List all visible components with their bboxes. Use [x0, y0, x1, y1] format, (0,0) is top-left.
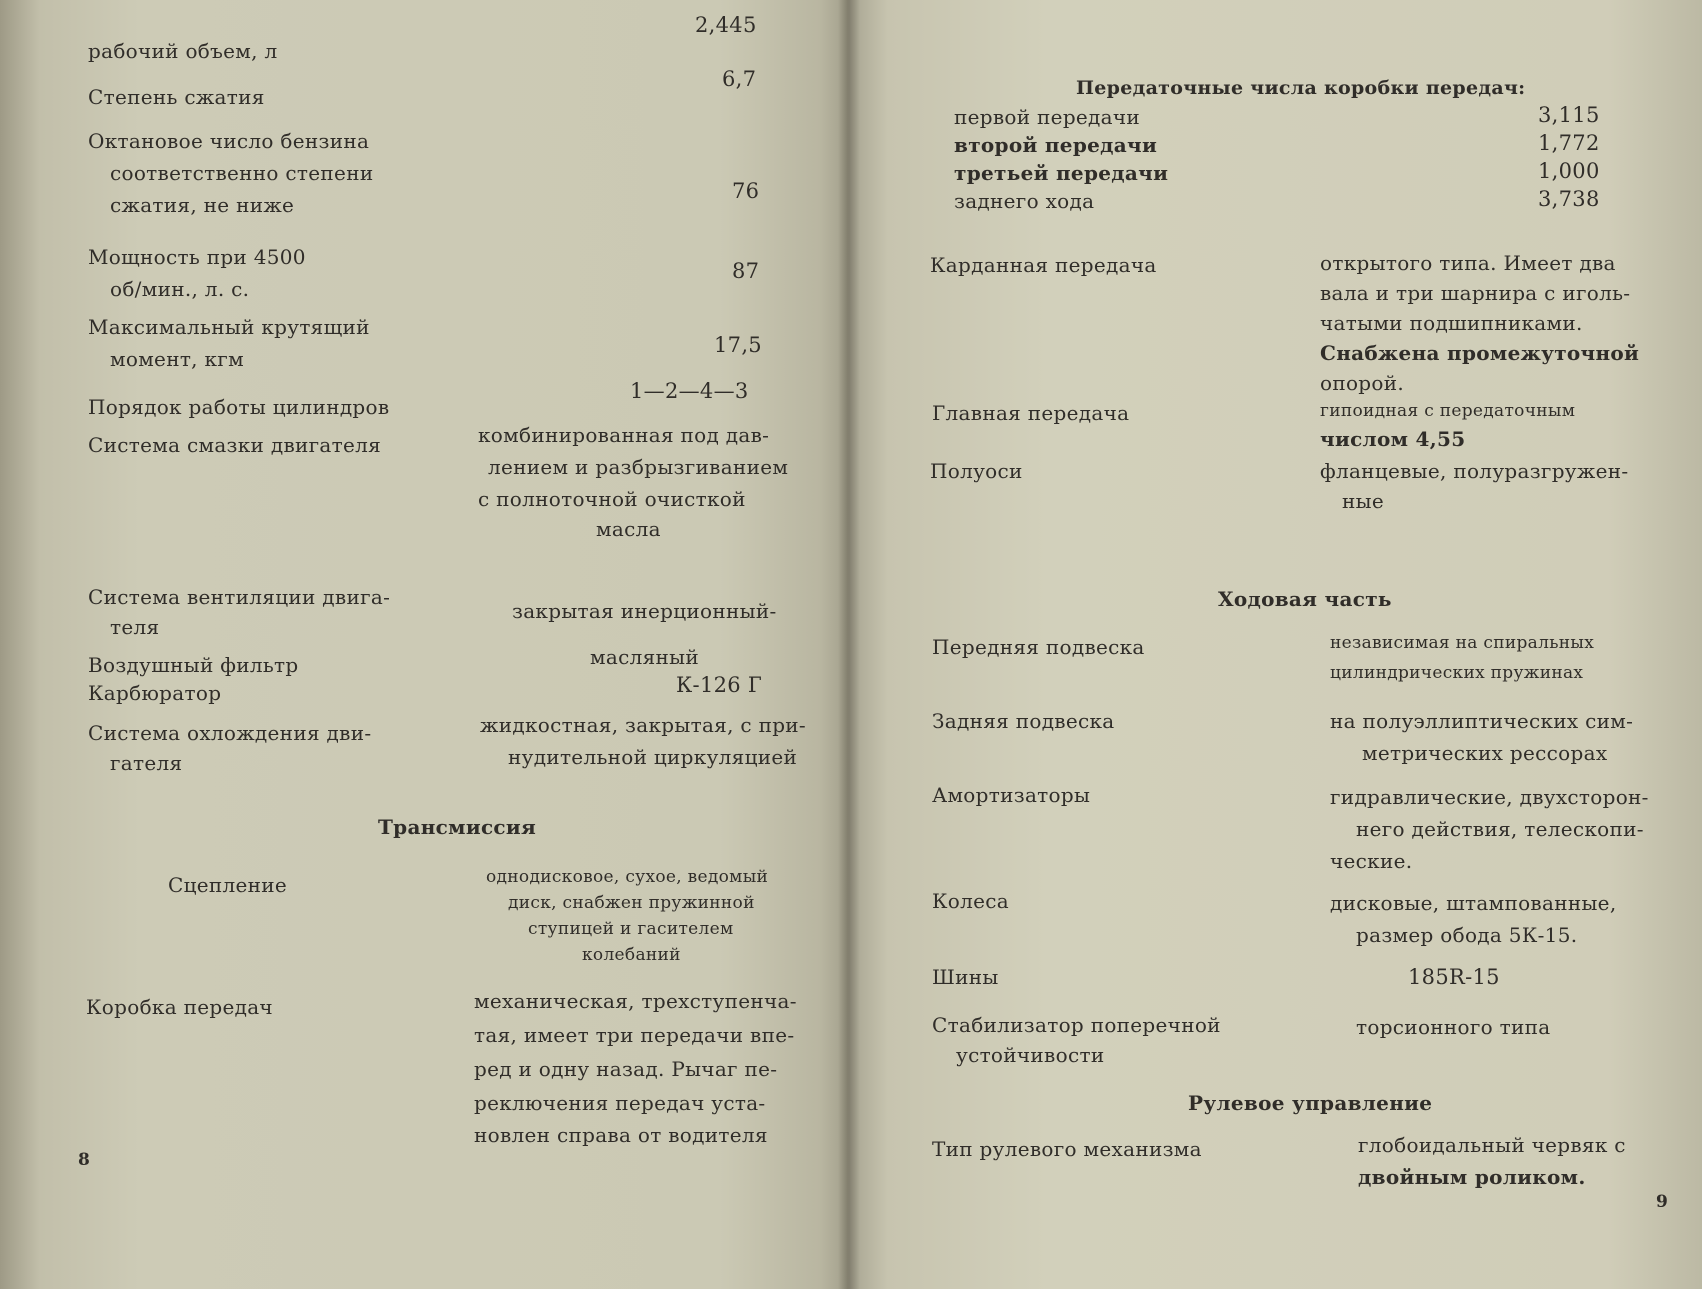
gear-ratios-title: Передаточные числа коробки передач:	[1076, 77, 1526, 99]
cooling-value-2: нудительной циркуляцией	[508, 745, 798, 769]
wheels-value-1: дисковые, штампованные,	[1330, 891, 1617, 915]
clutch-label: Сцепление	[168, 873, 288, 897]
power-label-2: об/мин., л. с.	[110, 277, 250, 301]
axle-shafts-value-2: ные	[1342, 489, 1384, 513]
torque-label-2: момент, кгм	[110, 347, 244, 371]
steering-value-2: двойным роликом.	[1358, 1165, 1586, 1189]
gearbox-value-4: реключения передач уста-	[474, 1091, 766, 1115]
lubrication-value-1: комбинированная под дав-	[478, 423, 770, 447]
axle-shafts-label: Полуоси	[930, 459, 1023, 483]
ventilation-value: закрытая инерционный-	[512, 599, 777, 623]
cardan-value-3: чатыми подшипниками.	[1320, 311, 1583, 335]
axle-shafts-value-1: фланцевые, полуразгружен-	[1320, 459, 1629, 483]
shock-absorbers-value-1: гидравлические, двухсторон-	[1330, 785, 1649, 809]
steering-value-1: глобоидальный червяк с	[1358, 1133, 1626, 1157]
front-suspension-value-1: независимая на спиральных	[1330, 633, 1595, 653]
lubrication-label: Система смазки двигателя	[88, 433, 382, 457]
section-chassis-heading: Ходовая часть	[1218, 587, 1392, 611]
gear-3-label: третьей передачи	[954, 161, 1169, 185]
left-page	[0, 0, 848, 1289]
section-transmission-heading: Трансмиссия	[378, 815, 537, 839]
gear-2-label: второй передачи	[954, 133, 1158, 157]
gear-1-label: первой передачи	[954, 105, 1141, 129]
firing-order-value: 1—2—4—3	[630, 379, 749, 403]
clutch-value-2: диск, снабжен пружинной	[508, 893, 755, 913]
compression-value: 6,7	[722, 67, 757, 91]
cardan-value-4: Снабжена промежуточной	[1320, 341, 1640, 365]
gear-2-value: 1,772	[1538, 131, 1600, 155]
lubrication-value-4: масла	[596, 517, 661, 541]
stabilizer-label-1: Стабилизатор поперечной	[932, 1013, 1221, 1037]
carburetor-label: Карбюратор	[88, 681, 222, 705]
firing-order-label: Порядок работы цилиндров	[88, 395, 390, 419]
cardan-label: Карданная передача	[930, 253, 1157, 277]
displacement-value: 2,445	[695, 13, 757, 37]
shock-absorbers-value-2: него действия, телескопи-	[1356, 817, 1644, 841]
power-label-1: Мощность при 4500	[88, 245, 306, 269]
gearbox-value-2: тая, имеет три передачи впе-	[474, 1023, 795, 1047]
gear-1-value: 3,115	[1538, 103, 1600, 127]
main-gear-value-1: гипоидная с передаточным	[1320, 401, 1576, 421]
octane-label-1: Октановое число бензина	[88, 129, 370, 153]
cooling-value-1: жидкостная, закрытая, с при-	[480, 713, 806, 737]
cardan-value-5: опорой.	[1320, 371, 1405, 395]
gear-reverse-value: 3,738	[1538, 187, 1600, 211]
wheels-value-2: размер обода 5К-15.	[1356, 923, 1578, 947]
power-value: 87	[732, 259, 760, 283]
octane-label-3: сжатия, не ниже	[110, 193, 295, 217]
gearbox-value-5: новлен справа от водителя	[474, 1123, 768, 1147]
lubrication-value-3: с полноточной очисткой	[478, 487, 746, 511]
tires-label: Шины	[932, 965, 999, 989]
book-gutter	[838, 0, 860, 1289]
compression-label: Степень сжатия	[88, 85, 265, 109]
gear-3-value: 1,000	[1538, 159, 1600, 183]
torque-label-1: Максимальный крутящий	[88, 315, 370, 339]
octane-value: 76	[732, 179, 760, 203]
gearbox-label: Коробка передач	[86, 995, 273, 1019]
clutch-value-1: однодисковое, сухое, ведомый	[486, 867, 769, 887]
carburetor-value: К-126 Г	[676, 673, 763, 697]
section-steering-heading: Рулевое управление	[1188, 1091, 1433, 1115]
right-page	[848, 0, 1702, 1289]
torque-value: 17,5	[714, 333, 762, 357]
shock-absorbers-value-3: ческие.	[1330, 849, 1413, 873]
cooling-label-1: Система охлождения дви-	[88, 721, 372, 745]
cardan-value-1: открытого типа. Имеет два	[1320, 251, 1616, 275]
page-number-left: 8	[78, 1150, 90, 1170]
gearbox-value-1: механическая, трехступенча-	[474, 989, 797, 1013]
rear-suspension-value-1: на полуэллиптических сим-	[1330, 709, 1634, 733]
ventilation-label-1: Система вентиляции двига-	[88, 585, 391, 609]
shock-absorbers-label: Амортизаторы	[932, 783, 1091, 807]
lubrication-value-2: лением и разбрызгиванием	[488, 455, 789, 479]
octane-label-2: соответственно степени	[110, 161, 374, 185]
rear-suspension-value-2: метрических рессорах	[1362, 741, 1608, 765]
wheels-label: Колеса	[932, 889, 1009, 913]
rear-suspension-label: Задняя подвеска	[932, 709, 1115, 733]
displacement-label: рабочий объем, л	[88, 39, 278, 63]
stabilizer-label-2: устойчивости	[956, 1043, 1105, 1067]
air-filter-label: Воздушный фильтр	[88, 653, 299, 677]
clutch-value-4: колебаний	[582, 945, 681, 965]
main-gear-value-2: числом 4,55	[1320, 427, 1466, 451]
steering-label: Тип рулевого механизма	[932, 1137, 1202, 1161]
clutch-value-3: ступицей и гасителем	[528, 919, 734, 939]
ventilation-label-2: теля	[110, 615, 160, 639]
stabilizer-value: торсионного типа	[1356, 1015, 1551, 1039]
tires-value: 185R-15	[1408, 965, 1500, 989]
air-filter-value: масляный	[590, 645, 699, 669]
page-number-right: 9	[1656, 1192, 1668, 1212]
front-suspension-label: Передняя подвеска	[932, 635, 1145, 659]
gearbox-value-3: ред и одну назад. Рычаг пе-	[474, 1057, 778, 1081]
front-suspension-value-2: цилиндрических пружинах	[1330, 663, 1584, 683]
main-gear-label: Главная передача	[932, 401, 1130, 425]
cooling-label-2: гателя	[110, 751, 183, 775]
cardan-value-2: вала и три шарнира с иголь-	[1320, 281, 1631, 305]
gear-reverse-label: заднего хода	[954, 189, 1095, 213]
